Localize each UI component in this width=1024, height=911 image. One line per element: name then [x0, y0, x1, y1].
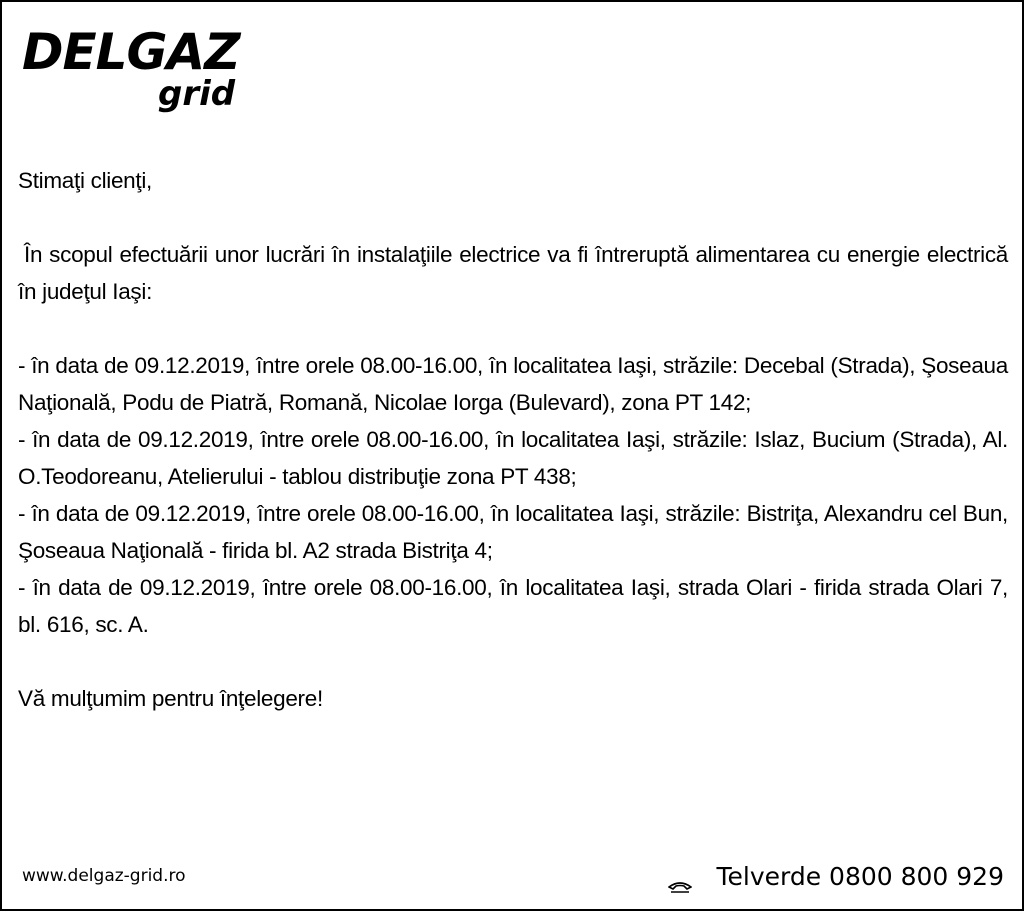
outage-item: - în data de 09.12.2019, între orele 08.00-16.00, în localitatea Iaşi, strada Olari - firida strada Olari 7, bl. 616, sc. A.: [18, 575, 1008, 637]
closing-line: Vă mulţumim pentru înţelegere!: [18, 686, 323, 711]
greeting: Stimaţi clienţi,: [18, 168, 152, 193]
website-text: www.delgaz-grid.ro: [22, 866, 186, 886]
notice-body: [18, 162, 1008, 717]
hotline: [668, 862, 1004, 891]
intro-paragraph: În scopul efectuării unor lucrări în instalaţiile electrice va fi întreruptă alimentarea cu energie electrică în judeţul Iaşi:: [18, 242, 1008, 304]
outage-item: - în data de 09.12.2019, între orele 08.00-16.00, în localitatea Iaşi, străzile: Islaz, Bucium (Strada), Al. O.Teodoreanu, Atelierului - tablou distribuţie zona PT 438;: [18, 427, 1008, 489]
outage-item: - în data de 09.12.2019, între orele 08.00-16.00, în localitatea Iaşi, străzile: Decebal (Strada), Şoseaua Naţională, Podu de Piatră, Romană, Nicolae Iorga (Bulevard), zona PT 142;: [18, 353, 1008, 415]
logo-name: DELGAZ: [22, 23, 240, 81]
phone-icon: [668, 870, 692, 884]
phone-number: Telverde 0800 800 929: [716, 862, 1004, 891]
logo-sub: grid: [158, 74, 236, 114]
outage-item: - în data de 09.12.2019, între orele 08.00-16.00, în localitatea Iaşi, străzile: Bistriţa, Alexandru cel Bun, Şoseaua Naţională - firida bl. A2 strada Bistriţa 4;: [18, 501, 1008, 563]
delgaz-grid-logo: [22, 24, 262, 124]
outage-list: [18, 347, 1008, 643]
